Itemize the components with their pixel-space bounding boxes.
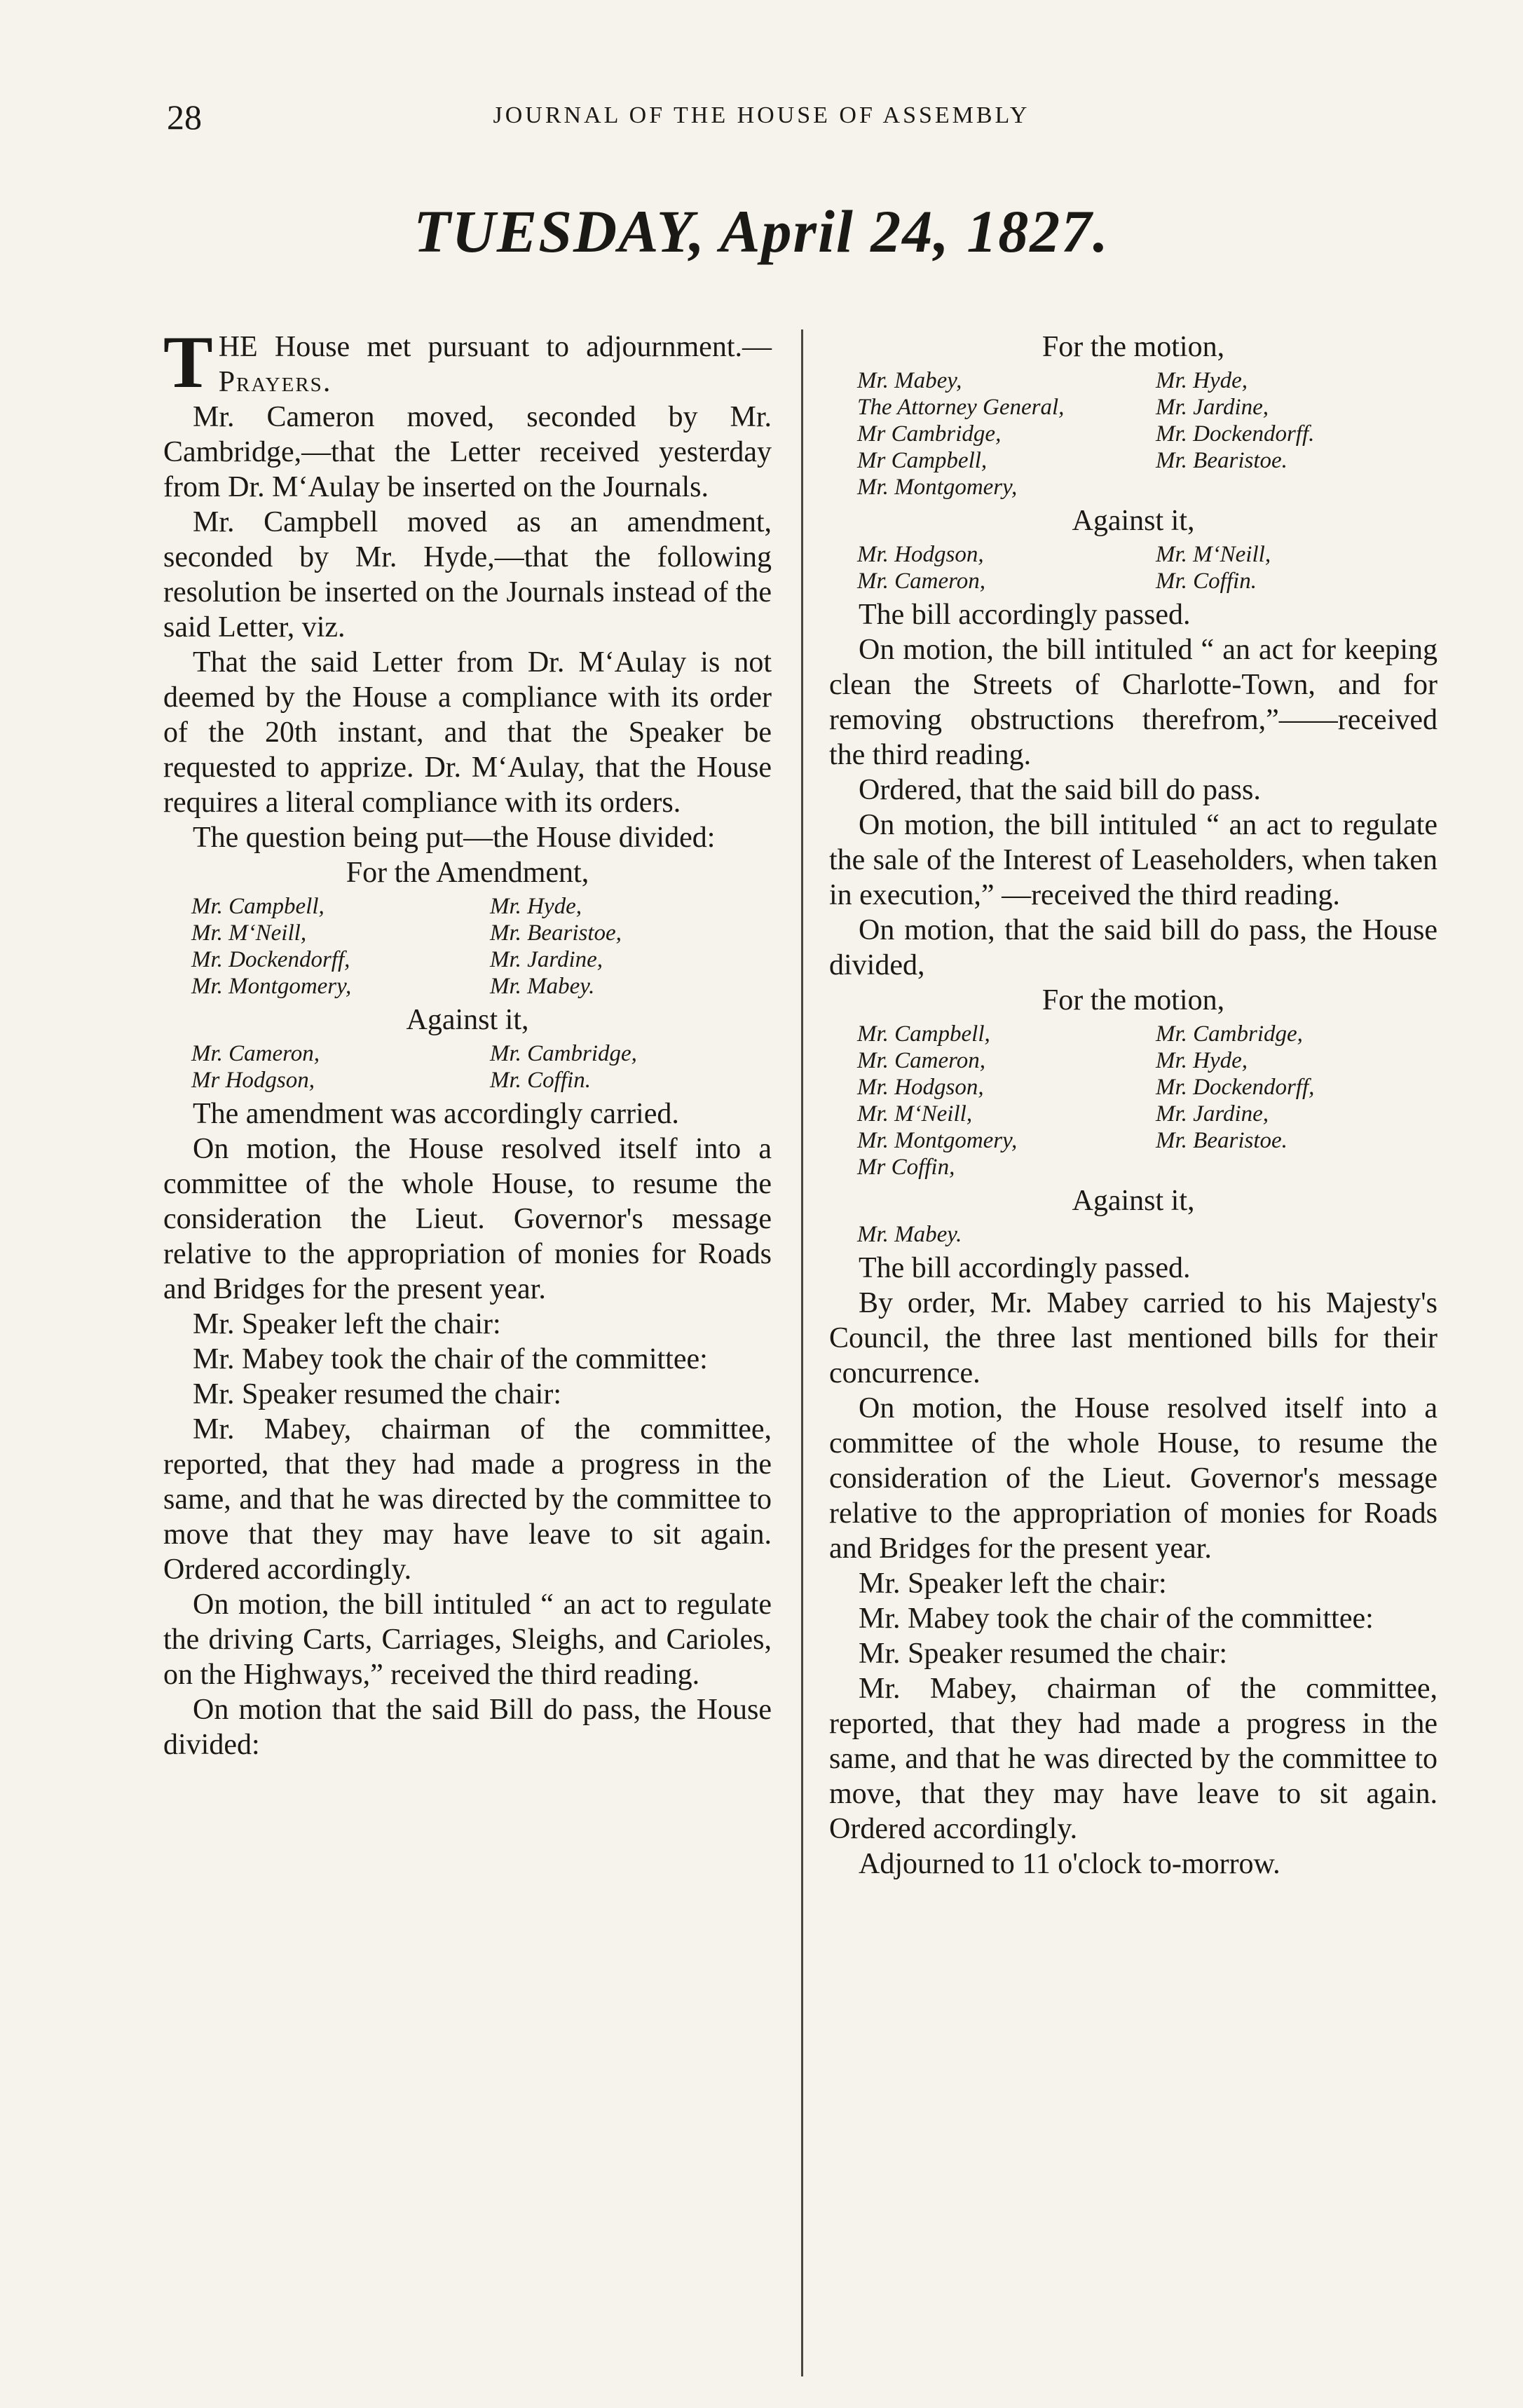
member-name: Mr. Montgomery, xyxy=(857,1128,1018,1153)
prayers-label: Prayers. xyxy=(218,366,332,398)
member-name: Mr. Bearistoe, xyxy=(490,920,622,946)
paragraph: Mr. Mabey, chairman of the committee, reported, that they had made a progress in the same, and that he was directed by the committee to move, that they may have leave to sit again. Ordered accordingly. xyxy=(829,1673,1437,1845)
paragraph: Mr. Speaker left the chair: xyxy=(859,1567,1167,1600)
paragraph: On motion, the House resolved itself into a committee of the whole House, to resume the consideration the Lieut. Governor's message relative to the appropriation of monies for Roads and Bridges for the present year. xyxy=(163,1133,772,1305)
member-name: Mr. Hodgson, xyxy=(857,1075,984,1100)
name-list xyxy=(857,1221,1437,1248)
running-title: JOURNAL OF THE HOUSE OF ASSEMBLY xyxy=(493,102,1030,128)
member-name: Mr. Hyde, xyxy=(1156,1048,1248,1073)
member-name: Mr. M‘Neill, xyxy=(1156,542,1271,567)
member-name: Mr Hodgson, xyxy=(191,1068,315,1093)
member-name: Mr. Dockendorff, xyxy=(1156,1075,1315,1100)
paragraph: By order, Mr. Mabey carried to his Majesty's Council, the three last mentioned bills for their concurrence. xyxy=(829,1287,1437,1389)
member-name: Mr. Mabey. xyxy=(490,974,595,999)
paragraph: The bill accordingly passed. xyxy=(859,599,1191,631)
member-name: Mr. Hyde, xyxy=(1156,368,1248,393)
paragraph: That the said Letter from Dr. M‘Aulay is not deemed by the House a compliance with its order of the 20th instant, and that the Speaker be requested to apprize. Dr. M‘Aulay, that the House requires a literal compliance with its orders. xyxy=(163,646,772,819)
member-name: Mr. Mabey. xyxy=(857,1222,962,1247)
member-name xyxy=(1156,1154,1437,1181)
paragraph: Mr. Speaker resumed the chair: xyxy=(193,1378,561,1410)
right-column xyxy=(829,329,1437,1882)
name-list xyxy=(857,541,1437,594)
vote-heading: For the motion, xyxy=(1041,331,1225,363)
drop-cap: T xyxy=(163,321,213,403)
vote-heading: For the Amendment, xyxy=(346,857,589,889)
member-name: Mr. Cameron, xyxy=(191,1041,320,1066)
member-name: Mr. Cameron, xyxy=(857,1048,986,1073)
member-name: Mr. Campbell, xyxy=(191,894,325,919)
member-name: Mr. M‘Neill, xyxy=(191,920,307,946)
member-name: The Attorney General, xyxy=(857,395,1065,420)
paragraph: Ordered, that the said bill do pass. xyxy=(859,774,1261,806)
member-name: Mr. Montgomery, xyxy=(857,475,1018,500)
name-list xyxy=(857,1021,1437,1181)
member-name: Mr. Cambridge, xyxy=(490,1041,637,1066)
vote-heading: Against it, xyxy=(1072,505,1195,537)
member-name: Mr. Bearistoe. xyxy=(1156,448,1288,473)
member-name: Mr. Dockendorff. xyxy=(1156,421,1315,447)
member-name: Mr. Cameron, xyxy=(857,569,986,594)
vote-heading: Against it, xyxy=(1072,1185,1195,1217)
page-title: TUESDAY, April 24, 1827. xyxy=(414,198,1109,265)
member-name: Mr. Jardine, xyxy=(490,947,603,972)
paragraph: Mr. Mabey, chairman of the committee, reported, that they had made a progress in the same, and that he was directed by the committee to move that they may have leave to sit again. Ordered accordingly. xyxy=(163,1413,772,1586)
column-divider xyxy=(801,329,803,2376)
paragraph: Mr. Mabey took the chair of the committee: xyxy=(859,1603,1374,1635)
paragraph: Mr. Campbell moved as an amendment, seconded by Mr. Hyde,—that the following resolution be inserted on the Journals instead of the said Letter, viz. xyxy=(163,506,772,644)
name-list xyxy=(857,367,1437,501)
member-name: Mr. Jardine, xyxy=(1156,1101,1269,1127)
paragraph: Mr. Cameron moved, seconded by Mr. Cambridge,—that the Letter received yesterday from Dr. M‘Aulay be inserted on the Journals. xyxy=(163,401,772,503)
member-name: Mr. Coffin. xyxy=(1156,569,1257,594)
member-name: Mr. Hyde, xyxy=(490,894,582,919)
member-name: Mr. Cambridge, xyxy=(1156,1021,1303,1047)
paragraph: The question being put—the House divided: xyxy=(193,822,716,854)
member-name: Mr. Campbell, xyxy=(857,1021,990,1047)
member-name xyxy=(1156,474,1437,501)
paragraph: Mr. Speaker resumed the chair: xyxy=(859,1638,1227,1670)
member-name: Mr. Bearistoe. xyxy=(1156,1128,1288,1153)
paragraph-opening: THE House met pursuant to adjournment.—Prayers. xyxy=(163,321,772,403)
member-name: Mr. Mabey, xyxy=(857,368,962,393)
paragraph: On motion, the bill intituled “ an act to regulate the sale of the Interest of Leaseholders, when taken in execution,” —received the third reading. xyxy=(829,809,1437,911)
member-name: Mr. Hodgson, xyxy=(857,542,984,567)
paragraph: The bill accordingly passed. xyxy=(859,1252,1191,1284)
member-name: Mr Cambridge, xyxy=(857,421,1002,447)
paragraph: Mr. Speaker left the chair: xyxy=(193,1308,501,1340)
paragraph: On motion, the bill intituled “ an act to regulate the driving Carts, Carriages, Sleighs, and Carioles, on the Highways,” received the third reading. xyxy=(163,1589,772,1691)
member-name: Mr. Montgomery, xyxy=(191,974,352,999)
member-name: Mr Campbell, xyxy=(857,448,988,473)
member-name: Mr. Jardine, xyxy=(1156,395,1269,420)
member-name: Mr. M‘Neill, xyxy=(857,1101,973,1127)
name-list xyxy=(191,1040,772,1094)
name-list xyxy=(191,893,772,1000)
paragraph: On motion, the bill intituled “ an act for keeping clean the Streets of Charlotte-Town, and for removing obstructions therefrom,”——received the third reading. xyxy=(829,634,1437,771)
vote-heading: Against it, xyxy=(406,1004,529,1036)
member-name: Mr Coffin, xyxy=(857,1155,955,1180)
left-column xyxy=(163,321,772,1762)
paragraph: Mr. Mabey took the chair of the committee: xyxy=(193,1343,708,1375)
page-number: 28 xyxy=(167,97,202,137)
paragraph: On motion that the said Bill do pass, the House divided: xyxy=(163,1694,772,1761)
member-name: Mr. Coffin. xyxy=(490,1068,591,1093)
paragraph: Adjourned to 11 o'clock to-morrow. xyxy=(859,1848,1280,1880)
paragraph: The amendment was accordingly carried. xyxy=(193,1098,679,1130)
vote-heading: For the motion, xyxy=(1041,984,1225,1016)
paragraph: On motion, the House resolved itself into a committee of the whole House, to resume the consideration of the Lieut. Governor's message relative to the appropriation of monies for Roads and Bridges for the present year. xyxy=(829,1392,1437,1565)
paragraph: On motion, that the said bill do pass, the House divided, xyxy=(829,914,1437,981)
member-name: Mr. Dockendorff, xyxy=(191,947,350,972)
